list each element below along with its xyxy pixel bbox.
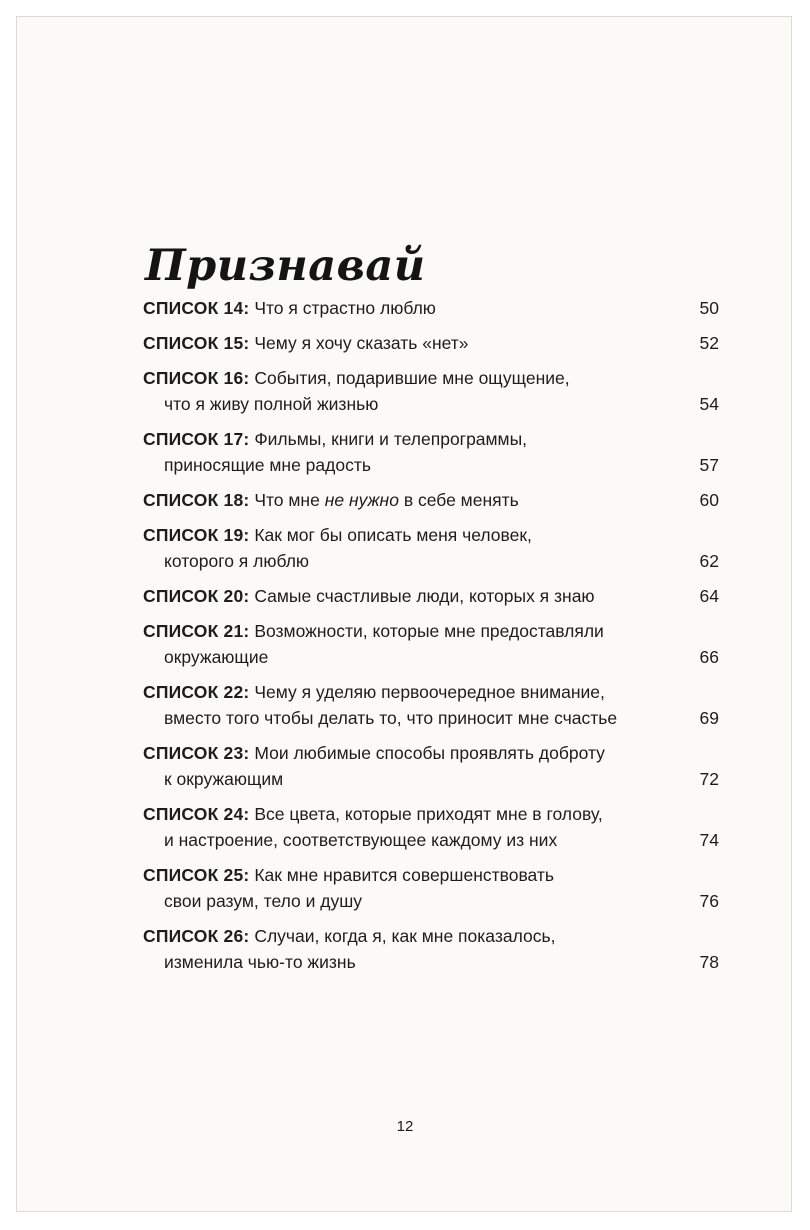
toc-entry-title: Самые счастливые люди, которых я знаю: [254, 586, 595, 606]
toc-entry-title-continued: изменила чью-то жизнь: [164, 952, 356, 972]
toc-entry-label: СПИСОК 22:: [143, 682, 250, 702]
toc-entry: [143, 618, 719, 670]
toc-entry-line: [143, 740, 719, 766]
toc-entry-page: 72: [699, 769, 719, 789]
toc-entry-line: [143, 365, 719, 391]
book-page: [16, 16, 792, 1212]
toc-entry-label: СПИСОК 16:: [143, 368, 250, 388]
toc-entry-label: СПИСОК 14:: [143, 298, 250, 318]
toc-entry-line: [143, 295, 719, 321]
toc-entry-page: 62: [699, 551, 719, 571]
toc-entry-title-continued: вместо того чтобы делать то, что приносит мне счастье: [164, 708, 618, 728]
toc-entry-line: [143, 618, 719, 644]
toc-entry-label: СПИСОК 21:: [143, 621, 250, 641]
toc-entry-line: [143, 522, 719, 548]
toc-entry-page: 76: [699, 891, 719, 911]
toc-entry-title-continued: свои разум, тело и душу: [164, 891, 362, 911]
toc-entry: [143, 923, 719, 975]
toc-entry-page: 69: [699, 708, 719, 728]
toc-entry: [143, 426, 719, 478]
table-of-contents: [143, 295, 719, 984]
toc-entry-title-continued: к окружающим: [164, 769, 284, 789]
toc-entry-title-start: Что мне: [254, 490, 320, 510]
toc-entry-title: Чему я уделяю первоочередное внимание,: [254, 682, 605, 702]
toc-entry-page: 54: [699, 394, 719, 414]
toc-entry: [143, 583, 719, 609]
toc-entry-line: [143, 487, 719, 513]
toc-entry-title: Как мне нравится совершенствовать: [254, 865, 555, 885]
toc-entry: [143, 801, 719, 853]
toc-entry-line: [143, 426, 719, 452]
toc-entry-label: СПИСОК 17:: [143, 429, 250, 449]
toc-entry-label: СПИСОК 25:: [143, 865, 250, 885]
toc-entry: [143, 365, 719, 417]
section-title: Признавай: [145, 241, 426, 291]
toc-entry-page: 57: [699, 455, 719, 475]
toc-entry: [143, 522, 719, 574]
toc-entry: [143, 487, 719, 513]
toc-entry-title-continued: и настроение, соответствующее каждому из них: [164, 830, 558, 850]
toc-entry-page: 52: [699, 333, 719, 353]
toc-entry-title: Возможности, которые мне предоставляли: [254, 621, 604, 641]
toc-entry-title-emphasis: не нужно: [324, 490, 399, 510]
toc-entry-title: Все цвета, которые приходят мне в голову,: [254, 804, 603, 824]
toc-entry-line: [143, 679, 719, 705]
toc-entry-title-continued: окружающие: [164, 647, 269, 667]
toc-entry-title: События, подарившие мне ощущение,: [254, 368, 570, 388]
toc-entry: [143, 330, 719, 356]
toc-entry-label: СПИСОК 26:: [143, 926, 250, 946]
toc-entry-title: Что я страстно люблю: [254, 298, 436, 318]
toc-entry-label: СПИСОК 20:: [143, 586, 250, 606]
toc-entry-line: [143, 862, 719, 888]
page-number: 12: [396, 1118, 414, 1135]
toc-entry-line: [143, 330, 719, 356]
toc-entry: [143, 862, 719, 914]
toc-entry: [143, 679, 719, 731]
toc-entry-title: Случаи, когда я, как мне показалось,: [254, 926, 556, 946]
toc-entry-label: СПИСОК 23:: [143, 743, 250, 763]
toc-entry-page: 78: [699, 952, 719, 972]
toc-entry-label: СПИСОК 24:: [143, 804, 250, 824]
toc-entry-page: 66: [699, 647, 719, 667]
toc-entry-page: 50: [699, 298, 719, 318]
toc-entry-title: Фильмы, книги и телепрограммы,: [254, 429, 528, 449]
toc-entry-title: Как мог бы описать меня человек,: [254, 525, 532, 545]
toc-entry-title-end: в себе менять: [403, 490, 519, 510]
toc-entry-line: [143, 923, 719, 949]
toc-entry: [143, 740, 719, 792]
toc-entry-title-continued: приносящие мне радость: [164, 455, 371, 475]
toc-entry-title: Мои любимые способы проявлять доброту: [254, 743, 605, 763]
toc-entry-line: [143, 801, 719, 827]
toc-entry-title: Чему я хочу сказать «нет»: [254, 333, 469, 353]
toc-entry-label: СПИСОК 18:: [143, 490, 250, 510]
toc-entry-line: [143, 583, 719, 609]
toc-entry-page: 64: [699, 586, 719, 606]
toc-entry-label: СПИСОК 19:: [143, 525, 250, 545]
toc-entry-page: 60: [699, 490, 719, 510]
toc-entry-title-continued: что я живу полной жизнью: [164, 394, 379, 414]
toc-entry-page: 74: [699, 830, 719, 850]
toc-entry-label: СПИСОК 15:: [143, 333, 250, 353]
toc-entry-title-continued: которого я люблю: [164, 551, 310, 571]
toc-entry: [143, 295, 719, 321]
